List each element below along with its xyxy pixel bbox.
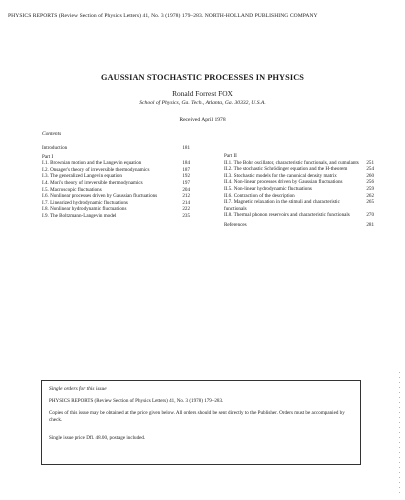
toc-entry — [224, 193, 374, 200]
toc-entry-label: II.6. Contraction of the description — [224, 192, 295, 199]
toc-entry — [224, 160, 374, 167]
toc-entry — [224, 212, 374, 219]
toc-entry-page: 192 — [182, 173, 190, 180]
toc-entry — [42, 180, 190, 187]
toc-entry — [42, 213, 190, 220]
received-date: Received April 1978 — [179, 117, 226, 123]
toc-right-column — [224, 151, 374, 229]
toc-entry-label: Part I — [42, 153, 54, 160]
toc-entry-label: I.5. Macroscopic fluctuations — [42, 186, 102, 193]
toc-entry — [42, 167, 190, 174]
toc-entry-page: 256 — [366, 179, 374, 186]
toc-entry-label: I.3. The generalized Langevin equation — [42, 173, 122, 180]
toc-entry — [224, 166, 374, 173]
toc-entry — [224, 179, 374, 186]
scan-edge-dots — [398, 370, 401, 495]
toc-entry-page: 204 — [182, 186, 190, 193]
toc-entry — [224, 199, 374, 212]
paper-title: GAUSSIAN STOCHASTIC PROCESSES IN PHYSICS — [100, 73, 305, 82]
order-note-price: Single issue price Dfl. 48.00, postage included. — [49, 435, 146, 441]
toc-entry-label: References — [224, 221, 247, 228]
toc-entry-page: 222 — [182, 206, 190, 213]
toc-entry-label: II.8. Thermal phonon reservoirs and characteristic functionals — [224, 212, 350, 219]
toc-entry-page: 235 — [182, 212, 190, 219]
toc-entry-page: 212 — [182, 193, 190, 200]
toc-entry-label: I.4. Mori's theory of irreversible thermodynamics — [42, 179, 143, 186]
toc-entry-label: I.9. The Boltzmann-Langevin model — [42, 212, 117, 219]
contents-heading: Contents — [42, 131, 62, 137]
toc-left-column — [42, 145, 190, 220]
toc-entry-label: II.4. Non-linear processes driven by Gaussian fluctuations — [224, 179, 343, 186]
toc-entry-page: 270 — [366, 212, 374, 219]
toc-entry-page: 259 — [366, 185, 374, 192]
toc-entry-label: II.7. Magnetic relaxation in the stimuli and characteristic functionals — [224, 199, 340, 212]
toc-entry-label: I.6. Nonlinear processes driven by Gaussian fluctuations — [42, 193, 158, 200]
toc-entry-label: Introduction — [42, 145, 68, 151]
toc-entry-label: Part II — [224, 153, 237, 159]
toc-part-heading — [42, 154, 190, 161]
toc-entry-page: 251 — [366, 159, 374, 166]
toc-entry — [42, 193, 190, 200]
toc-entry-label: II.5. Non-linear hydrodynamic fluctuations — [224, 185, 312, 192]
toc-entry-page: 214 — [182, 199, 190, 206]
toc-entry-page: 262 — [366, 192, 374, 199]
toc-entry-page: 181 — [182, 145, 190, 151]
toc-entry — [224, 186, 374, 193]
toc-entry — [42, 160, 190, 167]
author-name: Ronald Forrest FOX — [172, 89, 233, 98]
toc-entry-page: 197 — [182, 179, 190, 186]
toc-entry-page: 187 — [182, 166, 190, 173]
toc-entry-page: 281 — [366, 221, 374, 228]
author-affiliation: School of Physics, Ga. Tech., Atlanta, Ga. 30332, U.S.A. — [139, 100, 266, 106]
toc-entry-label: I.8. Nonlinear hydrodynamic fluctuations — [42, 206, 127, 213]
toc-entry-page: 184 — [182, 160, 190, 167]
toc-entry-label: I.7. Linearized hydrodynamic fluctuations — [42, 199, 128, 206]
toc-entry — [224, 222, 374, 229]
toc-entry — [42, 206, 190, 213]
order-note-copies: Copies of this issue may be obtained at the price given below. All orders should be sent directly to the Publisher. Orders must be accompanied by check. — [49, 410, 345, 423]
toc-entry-page: 254 — [366, 166, 374, 173]
toc-entry-label: I.1. Brownian motion and the Langevin equation — [42, 160, 142, 167]
toc-entry-label: II.1. The Bohr oscillator, characteristic functionals, and cumulants — [224, 159, 359, 166]
toc-entry-label: II.2. The stochastic Schrödinger equation and the H-theorem — [224, 166, 348, 173]
toc-entry-page: 260 — [366, 172, 374, 179]
toc-entry-label: I.2. Onsager's theory of irreversible thermodynamics — [42, 166, 150, 173]
journal-header: PHYSICS REPORTS (Review Section of Physics Letters) 41, No. 3 (1978) 179–283. NORTH-HOLLAND PUBLISHING COMPANY — [8, 13, 318, 19]
toc-entry-page: 265 — [366, 199, 374, 206]
toc-entry — [42, 145, 190, 152]
toc-entry — [42, 173, 190, 180]
order-note-title: Single orders for this issue — [49, 386, 107, 392]
order-note-reference: PHYSICS REPORTS (Review Section of Physics Letters) 41, No. 3 (1978) 179–283. — [49, 398, 224, 404]
toc-entry-label: II.3. Stochastic models for the canonical density matrix — [224, 172, 337, 179]
toc-part-heading — [224, 153, 374, 160]
